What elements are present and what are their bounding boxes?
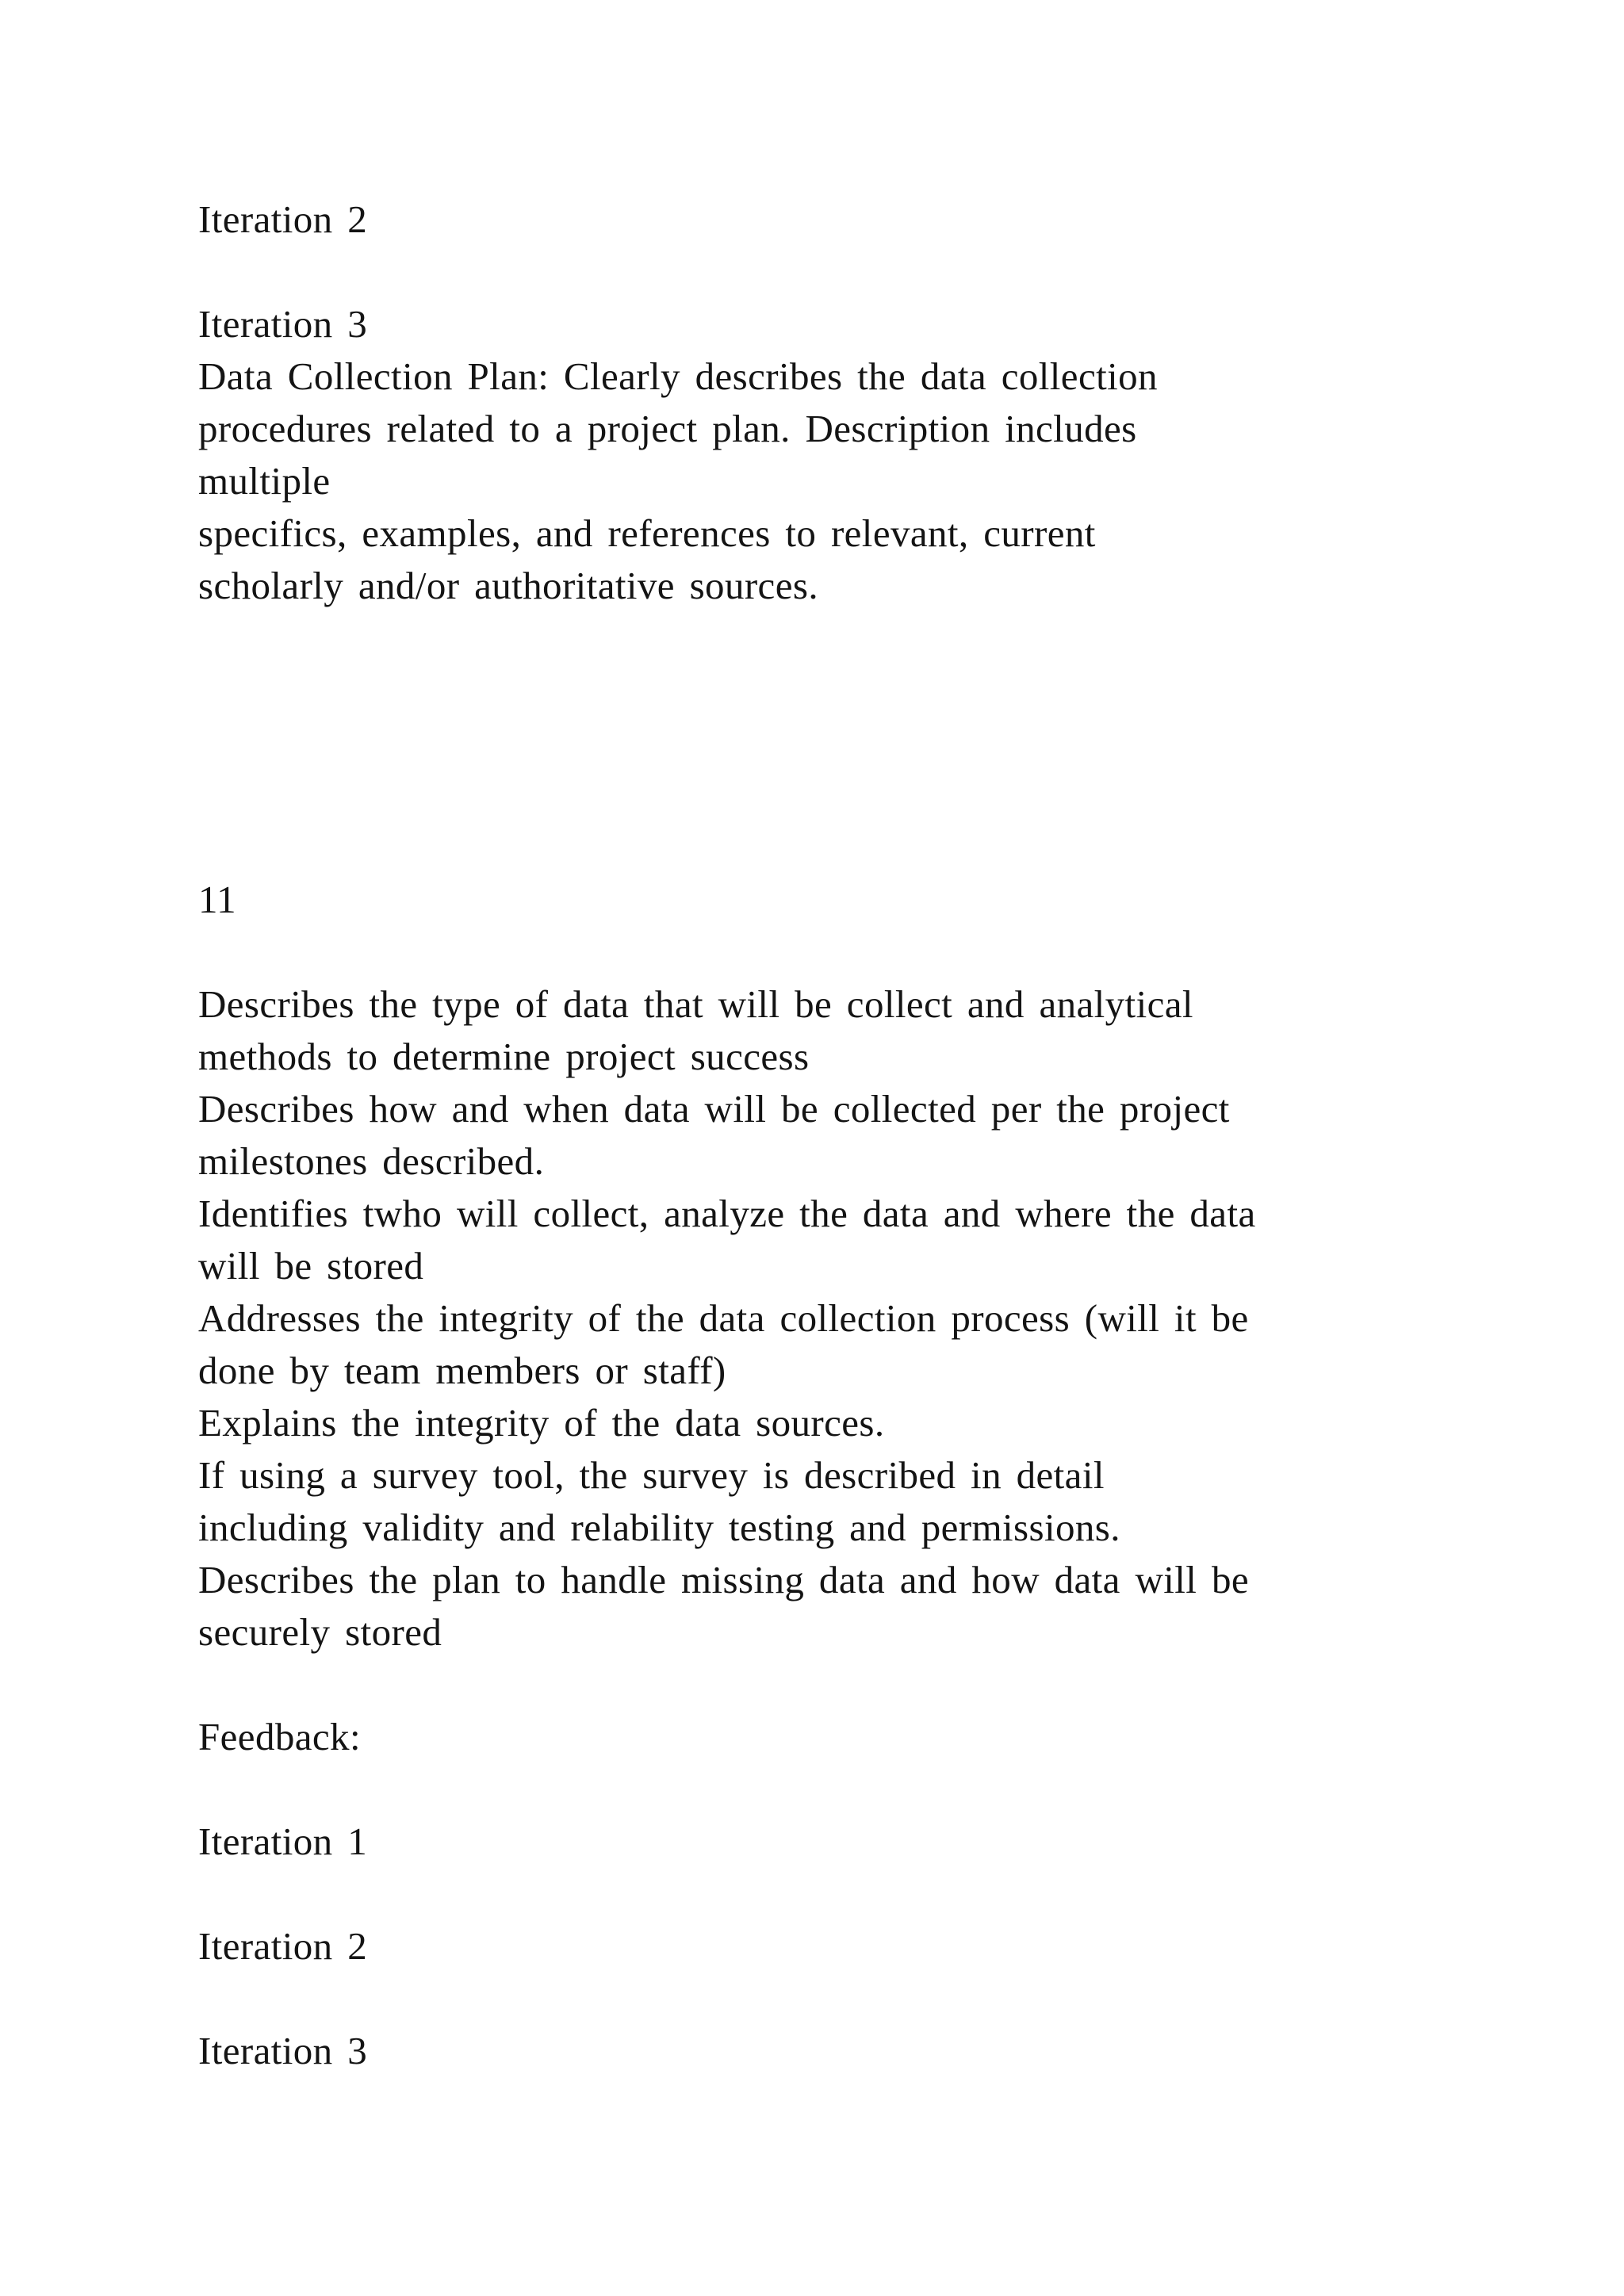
requirement-text-line: securely stored [198, 1610, 442, 1654]
criterion-text-line: scholarly and/or authoritative sources. [198, 564, 818, 607]
requirement-text-line: methods to determine project success [198, 1035, 810, 1078]
points-value: 11 [198, 878, 236, 921]
criterion-text-line: multiple [198, 459, 331, 503]
requirement-text-line: Addresses the integrity of the data collection process (will it be [198, 1296, 1249, 1340]
criterion-text-line: Data Collection Plan: Clearly describes the data collection [198, 354, 1158, 398]
requirement-text-line: Identifies twho will collect, analyze the data and where the data [198, 1192, 1256, 1235]
iteration-heading: Iteration 2 [198, 197, 368, 241]
requirement-text-line: done by team members or staff) [198, 1349, 726, 1392]
requirement-text-line: including validity and relability testing and permissions. [198, 1506, 1120, 1549]
iteration-heading: Iteration 3 [198, 2029, 368, 2072]
criterion-text-line: specifics, examples, and references to relevant, current [198, 511, 1096, 555]
requirement-text-line: Describes how and when data will be collected per the project [198, 1087, 1230, 1131]
requirement-text-line: will be stored [198, 1244, 424, 1288]
requirement-text-line: Explains the integrity of the data sources. [198, 1401, 885, 1445]
iteration-heading: Iteration 2 [198, 1924, 368, 1968]
requirement-text-line: Describes the type of data that will be collect and analytical [198, 982, 1193, 1026]
requirement-text-line: Describes the plan to handle missing data and how data will be [198, 1558, 1250, 1601]
iteration-heading: Iteration 1 [198, 1820, 368, 1863]
iteration-heading: Iteration 3 [198, 302, 368, 346]
requirement-text-line: If using a survey tool, the survey is described in detail [198, 1453, 1105, 1497]
criterion-text-line: procedures related to a project plan. Description includes [198, 407, 1137, 450]
feedback-label: Feedback: [198, 1715, 361, 1758]
requirement-text-line: milestones described. [198, 1139, 545, 1183]
